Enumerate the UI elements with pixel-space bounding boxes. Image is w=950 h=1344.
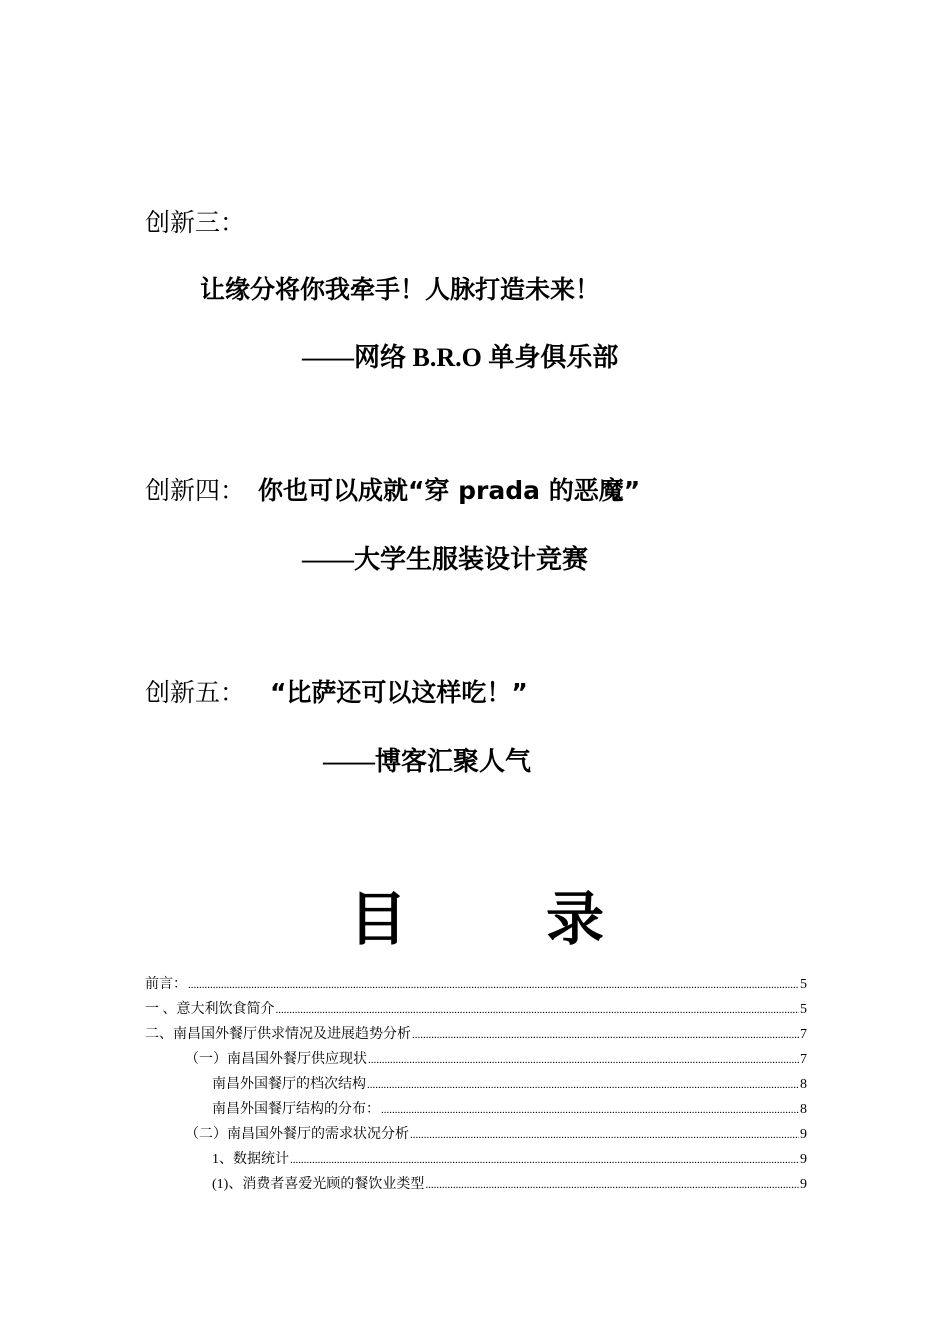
innovation3-subtitle: ——网络 B.R.O 单身俱乐部 <box>302 343 619 372</box>
toc-entry-text: 1、数据统计 <box>212 1152 289 1167</box>
toc-entry-page: 7 <box>800 1052 807 1067</box>
toc-leader-dots <box>367 1072 799 1098</box>
toc-entry-text: （二）南昌国外餐厅的需求状况分析 <box>185 1127 409 1142</box>
toc-entry-text: 一 、意大利饮食简介 <box>145 1002 275 1017</box>
toc-title-right: 录 <box>546 885 605 953</box>
innovation5-label: 创新五： <box>145 678 246 707</box>
toc-title-left: 目 <box>349 885 408 953</box>
toc-entry[interactable] <box>145 1097 807 1122</box>
toc-entry-page: 7 <box>800 1027 807 1042</box>
innovation4-label: 创新四： <box>145 476 246 505</box>
toc-entry[interactable] <box>145 997 807 1022</box>
innovation3-label: 创新三： <box>145 208 246 237</box>
toc-entry-page: 9 <box>800 1177 807 1192</box>
toc-leader-dots <box>188 972 799 998</box>
toc-entry[interactable] <box>145 1122 807 1147</box>
toc-entry[interactable] <box>145 1172 807 1197</box>
toc-entry-page: 8 <box>800 1102 807 1117</box>
innovation5-slogan: “比萨还可以这样吃！” <box>270 678 528 707</box>
toc-entry-text: 南昌外国餐厅结构的分布： <box>212 1102 380 1117</box>
toc-entry[interactable] <box>145 1072 807 1097</box>
toc-entry-page: 8 <box>800 1077 807 1092</box>
innovation3-slogan: 让缘分将你我牵手！人脉打造未来！ <box>200 275 601 304</box>
toc-leader-dots <box>410 1122 799 1148</box>
toc-leader-dots <box>425 1172 799 1198</box>
toc-leader-dots <box>290 1147 799 1173</box>
toc-entry[interactable] <box>145 1022 807 1047</box>
innovation4-slogan: 你也可以成就“穿 prada 的恶魔” <box>258 476 641 505</box>
toc-entry-text: （一）南昌国外餐厅供应现状 <box>185 1052 367 1067</box>
toc-leader-dots <box>368 1047 799 1073</box>
toc-entry-page: 9 <box>800 1127 807 1142</box>
toc-leader-dots <box>412 1022 799 1048</box>
toc-entry[interactable] <box>145 972 807 997</box>
toc-entry-text: 二、南昌国外餐厅供求情况及进展趋势分析 <box>145 1027 411 1042</box>
toc-entry-text: 南昌外国餐厅的档次结构 <box>212 1077 366 1092</box>
toc-entry-page: 5 <box>800 1002 807 1017</box>
innovation4-subtitle: ——大学生服装设计竞赛 <box>302 545 589 574</box>
table-of-contents <box>145 972 807 1197</box>
toc-entry-page: 5 <box>800 977 807 992</box>
toc-entry[interactable] <box>145 1047 807 1072</box>
innovation5-subtitle: ——博客汇聚人气 <box>323 747 532 776</box>
toc-entry-page: 9 <box>800 1152 807 1167</box>
toc-entry[interactable] <box>145 1147 807 1172</box>
toc-leader-dots <box>276 997 800 1023</box>
toc-leader-dots <box>381 1097 799 1123</box>
toc-entry-text: (1)、消费者喜爱光顾的餐饮业类型 <box>212 1177 425 1192</box>
toc-entry-text: 前言： <box>145 977 187 992</box>
